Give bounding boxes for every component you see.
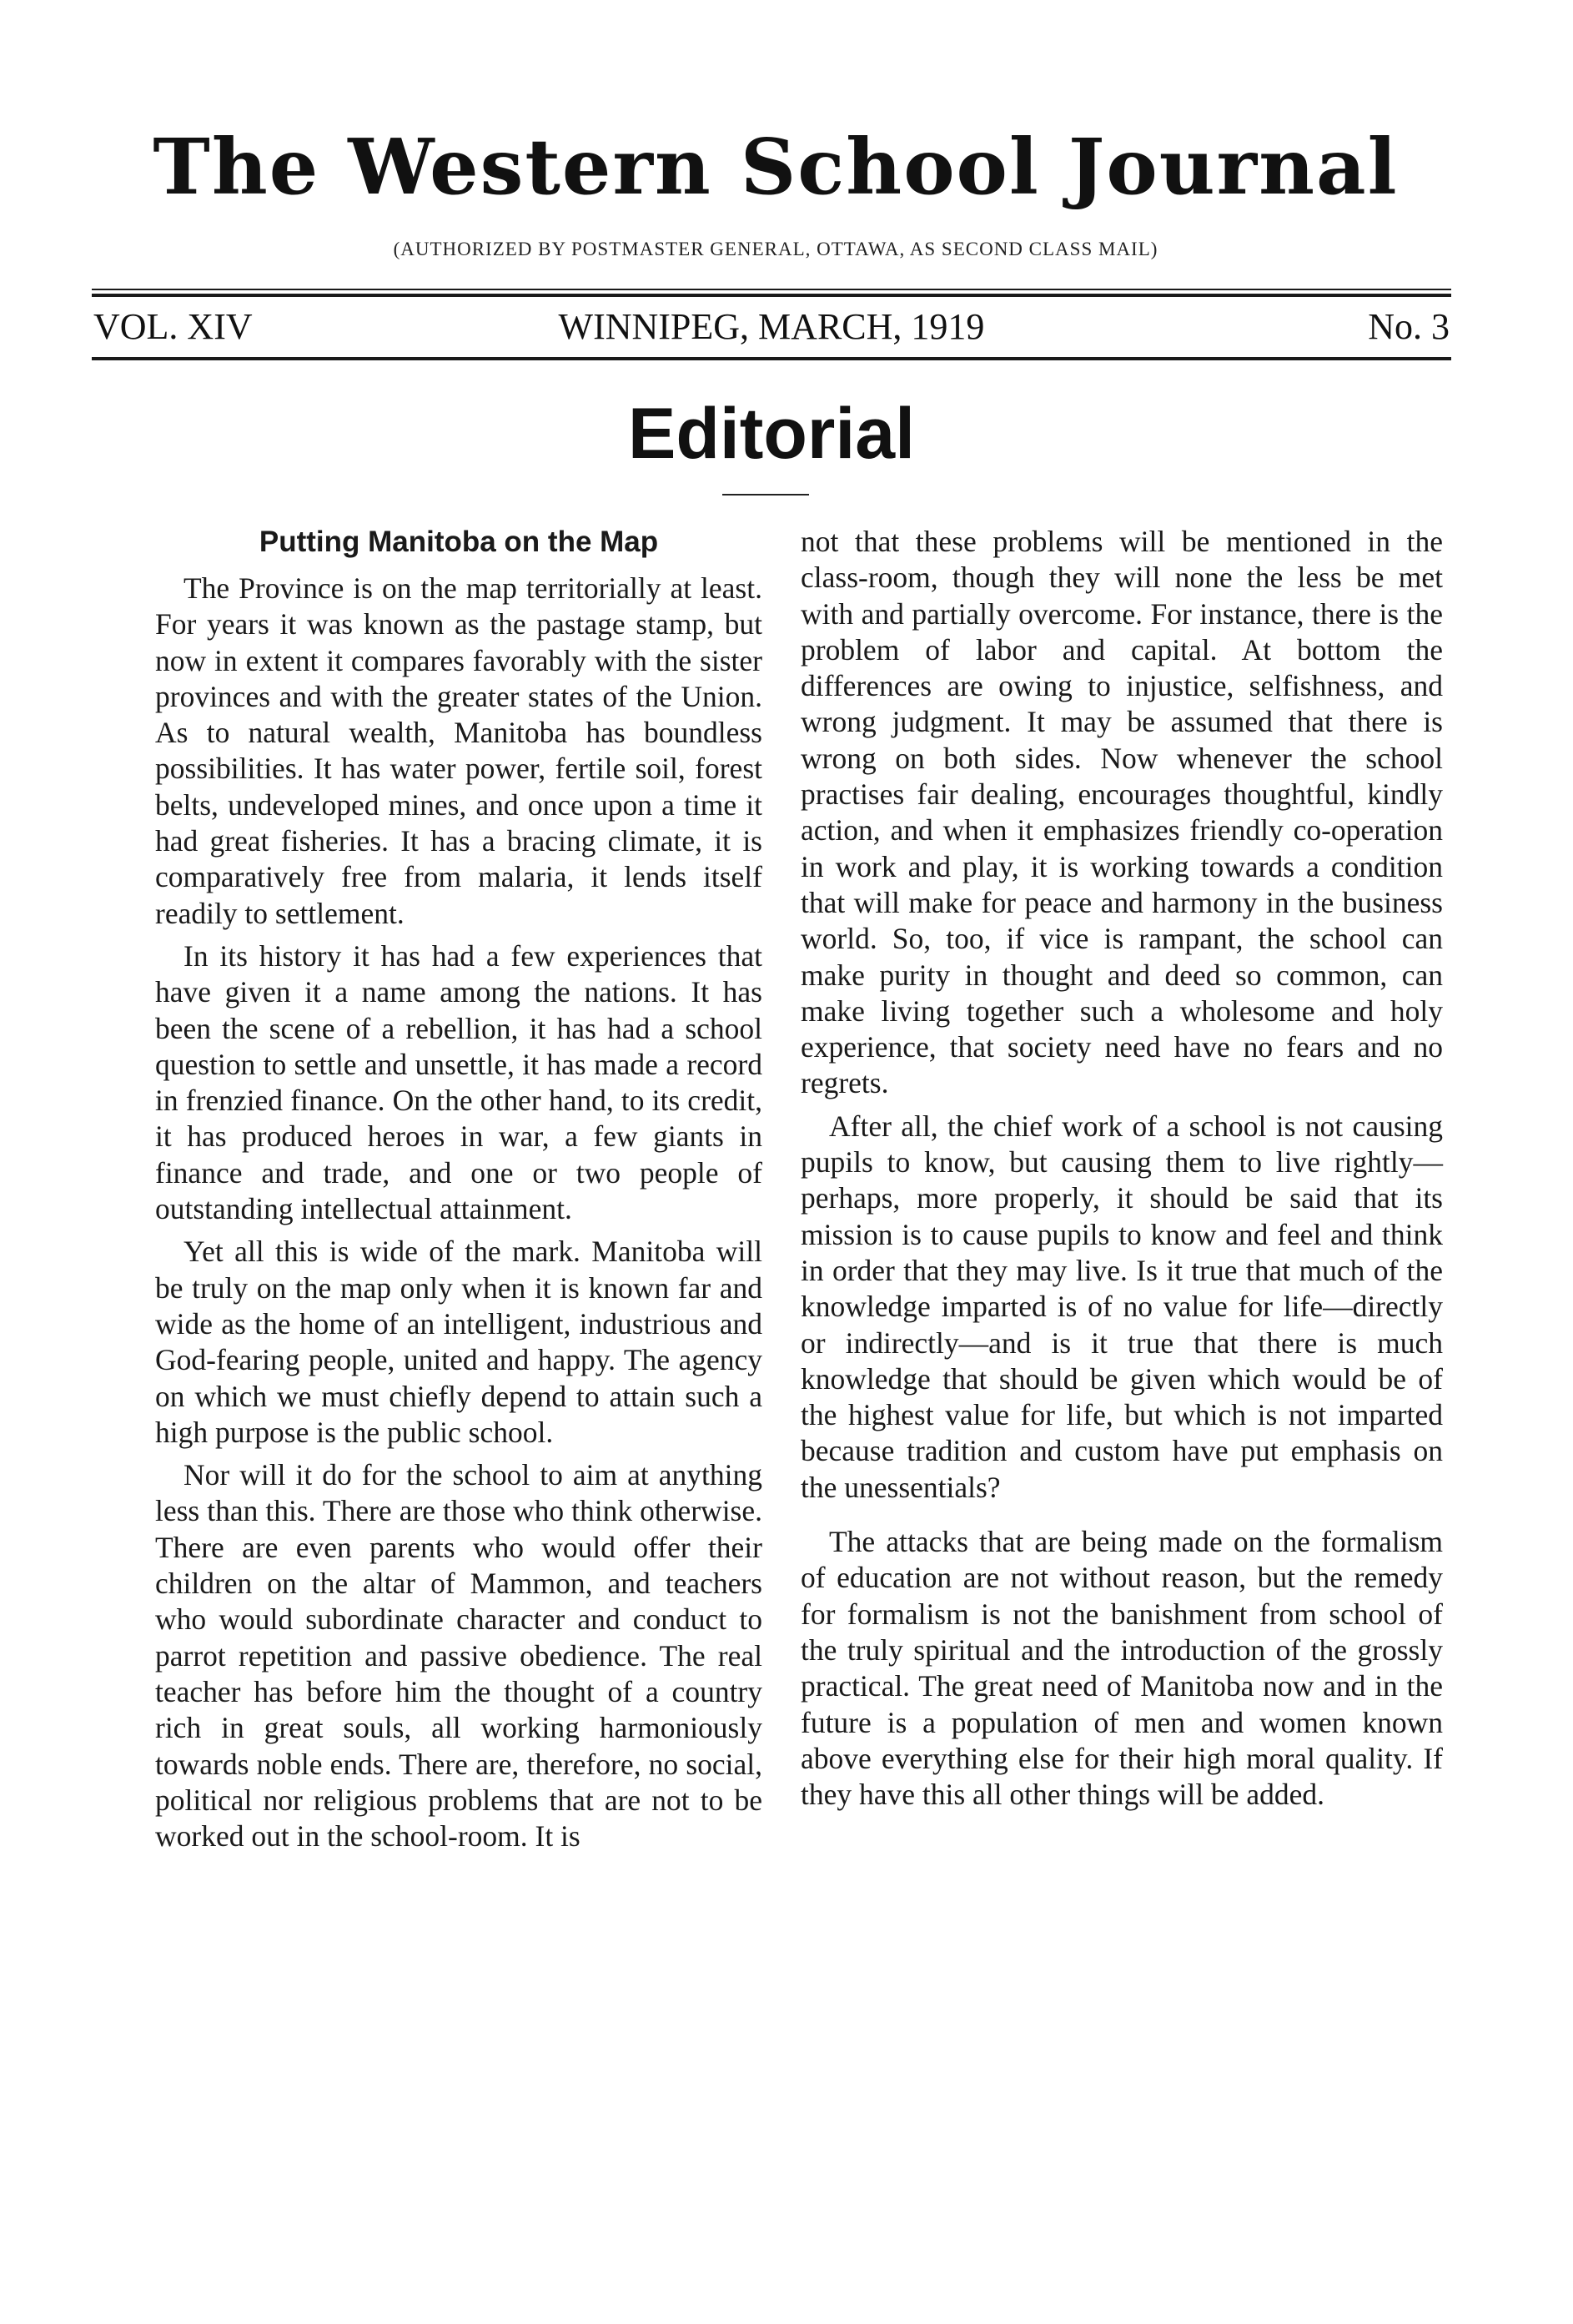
article-paragraph: The attacks that are being made on the formalism of education are not without reason, but the remedy for formalism is not the banishment from school of the truly spiritual and the introduction of the grossly practical. The great need of Manitoba now and in the future is a population of men and women known above everything else for their high moral quality. If they have this all other things will be added.: [801, 1525, 1443, 1812]
masthead-rule-lower: [92, 357, 1451, 360]
masthead: [92, 122, 1460, 260]
masthead-rule-upper: [92, 289, 1451, 290]
column-left: [155, 524, 762, 1861]
article-paragraph: After all, the chief work of a school is not causing pupils to know, but causing them to live rightly—perhaps, more properly, it should be said that its mission is to cause pupils to know and feel and think in order that they may live. Is it true that much of the knowledge imparted is of no value for life—directly or indirectly—and is it true that there is much knowledge that should be given which would be of the highest value for life, but which is not imparted because tradition and custom have put emphasis on the unessentials?: [801, 1109, 1443, 1504]
issue-number: No. 3: [1368, 306, 1450, 347]
journal-title: The Western School Journal: [153, 122, 1399, 212]
authorization-note: (AUTHORIZED BY POSTMASTER GENERAL, OTTAWA, AS SECOND CLASS MAIL): [393, 239, 1158, 259]
section-heading: Editorial: [627, 394, 916, 474]
section-heading-rule: [722, 494, 809, 495]
article-paragraph: In its history it has had a few experiences that have given it a name among the nations. It has been the scene of a rebellion, it has had a school question to settle and unsettle, it has made a record in frenzied finance. On the other hand, to its credit, it has produced heroes in war, a few giants in finance and trade, and one or two people of outstanding intellectual attainment.: [155, 938, 762, 1226]
issue-place-date: WINNIPEG, MARCH, 1919: [558, 306, 985, 347]
article-title: Putting Manitoba on the Map: [259, 526, 659, 558]
article-paragraph: not that these problems will be mentioned in the class-room, though they will none the less be met with and partially overcome. For instance, there is the problem of labor and capital. At bottom the differences are owing to injustice, selfishness, and wrong judgment. It may be assumed that there is wrong on both sides. Now whenever the school practises fair dealing, encourages thoughtful, kindly action, and when it emphasizes friendly co-operation in work and play, it is working towards a condition that will make for peace and harmony in the business world. So, too, if vice is rampant, the school can make purity in thought and deed so common, can make living together such a wholesome and holy experience, that society need have no fears and no regrets.: [801, 525, 1443, 1100]
article-paragraph: Nor will it do for the school to aim at anything less than this. There are those who think otherwise. There are even parents who would offer their children on the altar of Mammon, and teachers who would subordinate character and conduct to parrot repetition and passive obedience. The real teacher has before him the thought of a country rich in great souls, all working harmoniously towards noble ends. There are, therefore, no social, political nor religious problems that are not to be worked out in the school-room. It is: [155, 1458, 762, 1854]
article-paragraph: The Province is on the map territorially at least. For years it was known as the pastage stamp, but now in extent it compares favorably with the sister provinces and with the greater states of the Union. As to natural wealth, Manitoba has boundless possibilities. It has water power, fertile soil, forest belts, undeveloped mines, and once upon a time it had great fisheries. It has a bracing climate, it is comparatively free from malaria, it lends itself readily to settlement.: [155, 571, 762, 930]
column-right: [801, 524, 1443, 1819]
article-paragraph: Yet all this is wide of the mark. Manitoba will be truly on the map only when it is known far and wide as the home of an intelligent, industrious and God-fearing people, united and happy. The agency on which we must chiefly depend to attain such a high purpose is the public school.: [155, 1235, 762, 1449]
issue-volume: VOL. XIV: [93, 306, 253, 347]
issue-line: [93, 305, 1450, 355]
masthead-rule-upper-thick: [92, 294, 1451, 297]
